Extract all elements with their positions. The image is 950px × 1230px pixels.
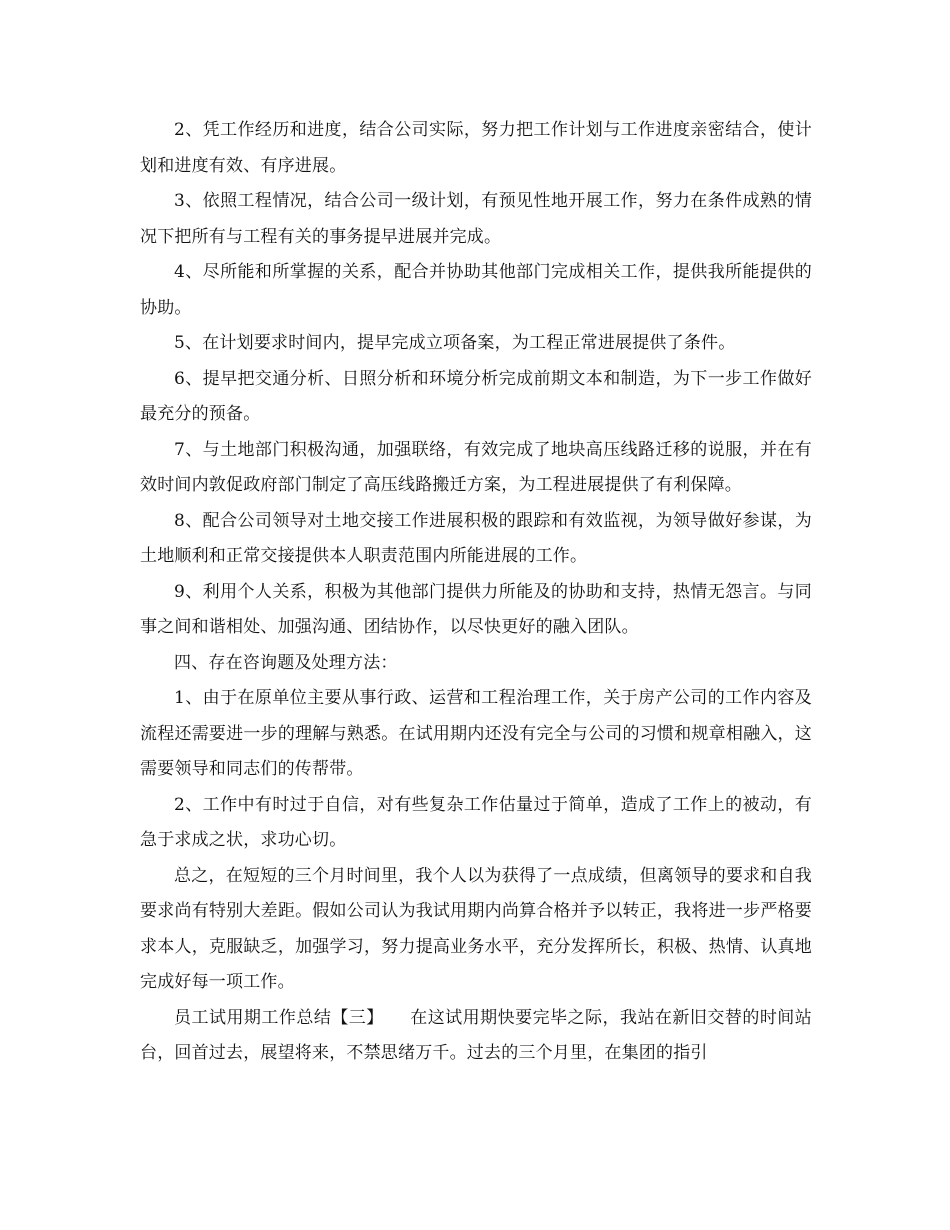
paragraph-item-3: 3、依照工程情况，结合公司一级计划，有预见性地开展工作，努力在条件成熟的情况下把所有与工程有关的事务提早进展并完成。 — [140, 191, 812, 247]
paragraph-item-5: 5、在计划要求时间内，提早完成立项备案，为工程正常进展提供了条件。 — [174, 333, 736, 353]
paragraph-item-4: 4、尽所能和所掌握的关系，配合并协助其他部门完成相关工作，提供我所能提供的协助。 — [140, 262, 812, 318]
issue-item-2: 2、工作中有时过于自信，对有些复杂工作估量过于简单，造成了工作上的被动，有急于求成之状，求功心切。 — [140, 794, 812, 850]
paragraph-item-9: 9、利用个人关系，积极为其他部门提供力所能及的协助和支持，热情无怨言。与同事之间和谐相处、加强沟通、团结协作，以尽快更好的融入团队。 — [140, 581, 812, 637]
paragraph-item-6: 6、提早把交通分析、日照分析和环境分析完成前期文本和制造，为下一步工作做好最充分的预备。 — [140, 368, 812, 424]
paragraph-item-7: 7、与土地部门积极沟通，加强联络，有效完成了地块高压线路迁移的说服，并在有效时间内敦促政府部门制定了高压线路搬迁方案，为工程进展提供了有利保障。 — [140, 439, 812, 495]
summary-three-intro: 员工试用期工作总结【三】 在这试用期快要完毕之际，我站在新旧交替的时间站台，回首过去，展望将来，不禁思绪万千。过去的三个月里，在集团的指引 — [140, 1007, 812, 1063]
conclusion-paragraph: 总之，在短短的三个月时间里，我个人以为获得了一点成绩，但离领导的要求和自我要求尚有特别大差距。假如公司认为我试用期内尚算合格并予以转正，我将进一步严格要求本人，克服缺乏，加强学习，努力提高业务水平，充分发挥所长，积极、热情、认真地完成好每一项工作。 — [140, 865, 812, 992]
paragraph-item-2: 2、凭工作经历和进度，结合公司实际，努力把工作计划与工作进度亲密结合，使计划和进度有效、有序进展。 — [140, 120, 812, 176]
paragraph-item-8: 8、配合公司领导对土地交接工作进展积极的跟踪和有效监视，为领导做好参谋，为土地顺利和正常交接提供本人职责范围内所能进展的工作。 — [140, 510, 812, 566]
section-heading-issues: 四、存在咨询题及处理方法： — [174, 652, 398, 673]
issue-item-1: 1、由于在原单位主要从事行政、运营和工程治理工作，关于房产公司的工作内容及流程还需要进一步的理解与熟悉。在试用期内还没有完全与公司的习惯和规章相融入，这需要领导和同志们的传帮带。 — [140, 688, 812, 779]
document-body — [140, 113, 812, 1072]
